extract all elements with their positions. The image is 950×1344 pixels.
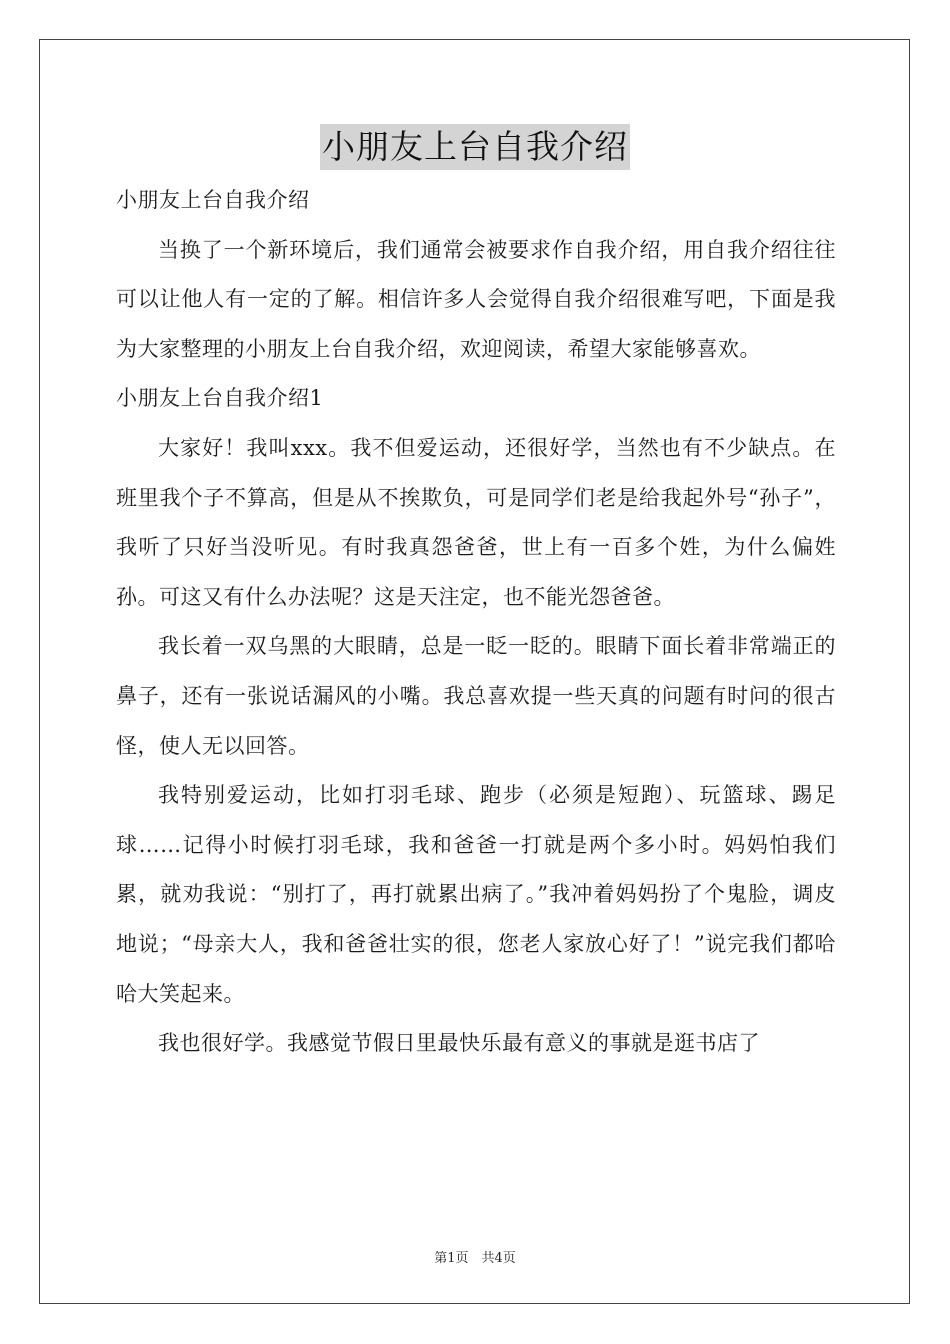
- title-container: [0, 124, 950, 170]
- page-footer: 第1页 共4页: [434, 1251, 516, 1266]
- document-title: 小朋友上台自我介绍: [320, 124, 630, 170]
- paragraph: 当换了一个新环境后，我们通常会被要求作自我介绍，用自我介绍往往可以让他人有一定的了解。相信许多人会觉得自我介绍很难写吧，下面是我为大家整理的小朋友上台自我介绍，欢迎阅读，希望大家能够喜欢。: [116, 237, 836, 361]
- paragraph: 大家好！我叫xxx。我不但爱运动，还很好学，当然也有不少缺点。在班里我个子不算高，但是从不挨欺负，可是同学们老是给我起外号“孙子”，我听了只好当没听见。有时我真怨爸爸，世上有一百多个姓，为什么偏姓孙。可这又有什么办法呢？这是天注定，也不能光怨爸爸。: [116, 435, 836, 609]
- paragraph: 我特别爱运动，比如打羽毛球、跑步（必须是短跑）、玩篮球、踢足球……记得小时候打羽毛球，我和爸爸一打就是两个多小时。妈妈怕我们累，就劝我说：“别打了，再打就累出病了。”我冲着妈妈扮了个鬼脸，调皮地说；“母亲大人，我和爸爸壮实的很，您老人家放心好了！”说完我们都哈哈大笑起来。: [116, 783, 836, 1006]
- paragraph: 小朋友上台自我介绍: [116, 188, 310, 212]
- paragraph: 小朋友上台自我介绍1: [116, 386, 324, 411]
- paragraph: 我也很好学。我感觉节假日里最快乐最有意义的事就是逛书店了: [158, 1031, 760, 1056]
- paragraph: 我长着一双乌黑的大眼睛，总是一眨一眨的。眼睛下面长着非常端正的鼻子，还有一张说话漏风的小嘴。我总喜欢提一些天真的问题有时问的很古怪，使人无以回答。: [116, 634, 836, 758]
- document-body: [116, 176, 836, 1069]
